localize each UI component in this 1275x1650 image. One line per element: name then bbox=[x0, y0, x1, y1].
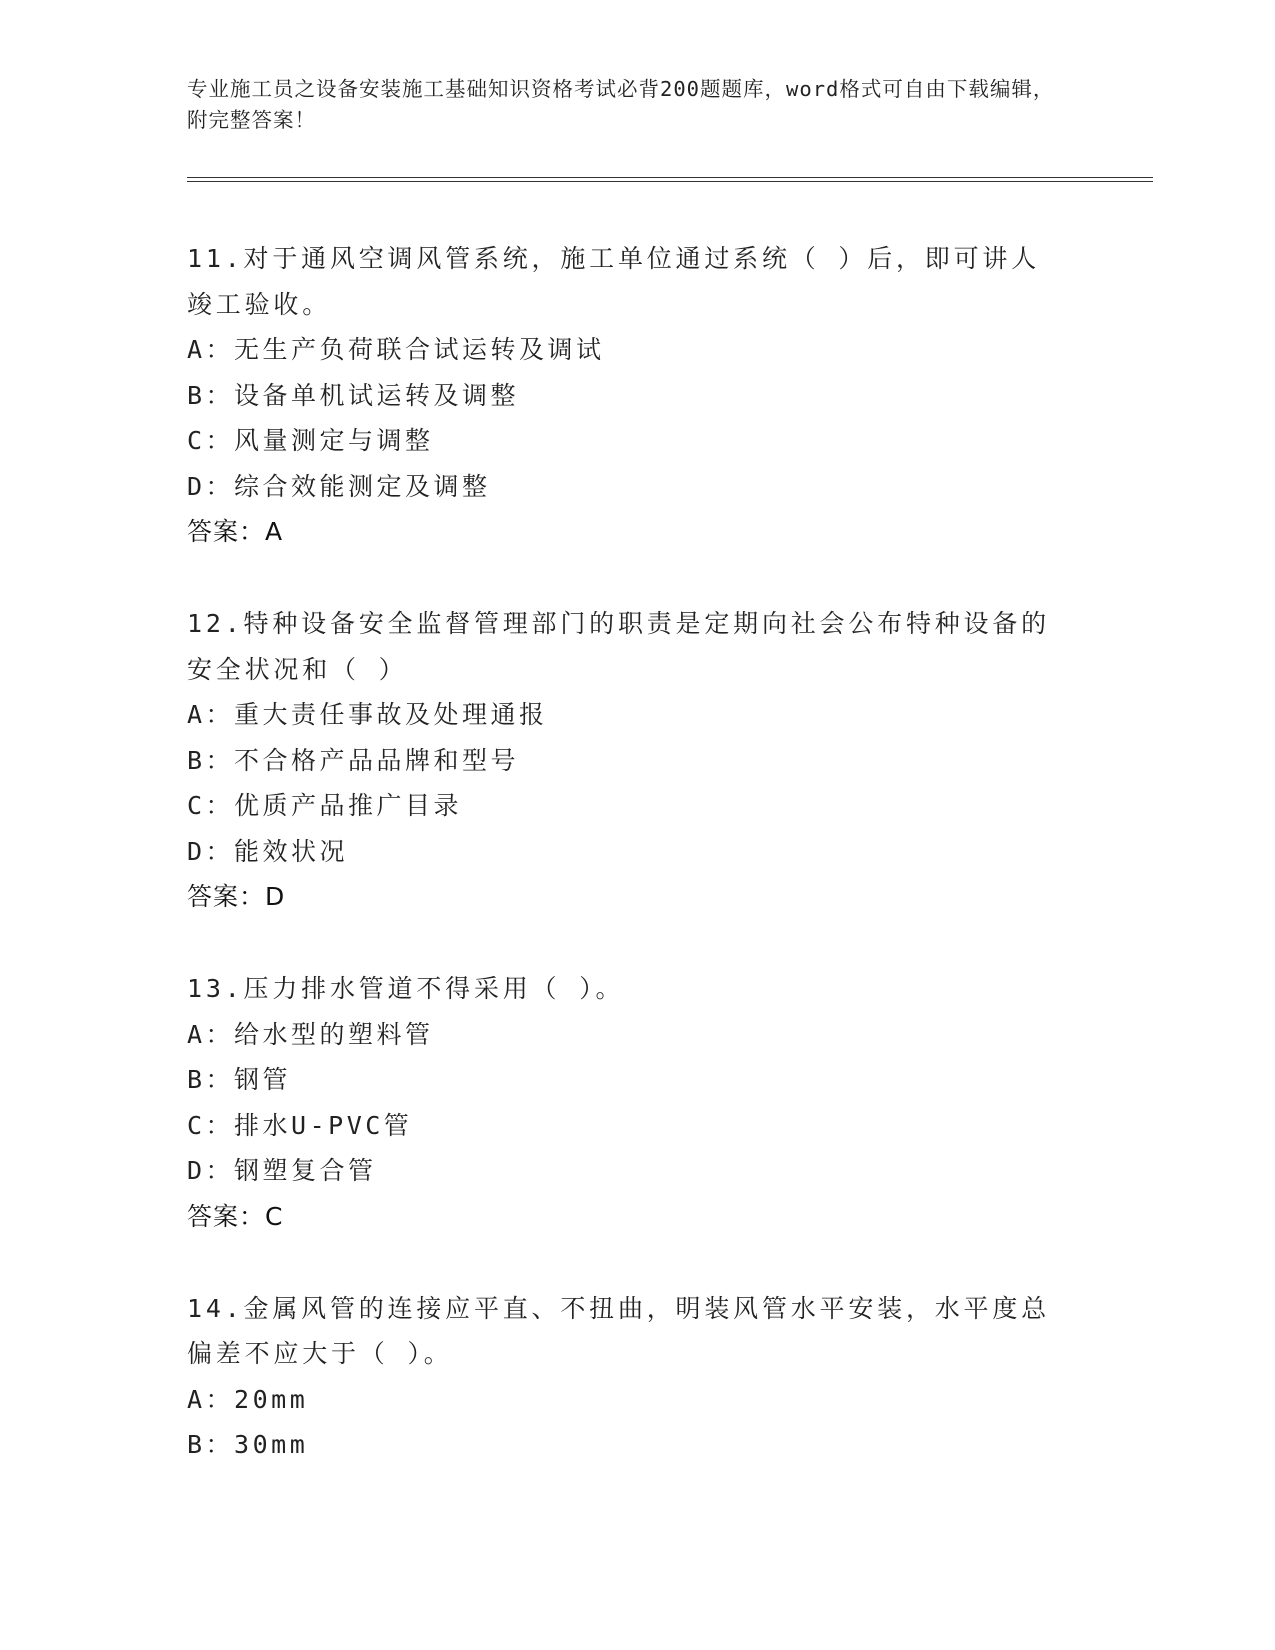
question-text: 14.金属风管的连接应平直、不扭曲，明装风管水平安装，水平度总偏差不应大于（ ）。 bbox=[187, 1293, 1050, 1368]
option-b: B：不合格产品品牌和型号 bbox=[187, 745, 520, 775]
option-c: C：优质产品推广目录 bbox=[187, 791, 463, 820]
option-c: C：风量测定与调整 bbox=[187, 426, 434, 455]
question-text: 11.对于通风空调风管系统，施工单位通过系统（ ）后，即可讲人竣工验收。 bbox=[187, 244, 1041, 319]
question-11 bbox=[187, 236, 1067, 555]
document-header: 专业施工员之设备安装施工基础知识资格考试必背200题题库，word格式可自由下载编辑，附完整答案！ bbox=[187, 77, 1055, 132]
option-b: B：钢管 bbox=[187, 1065, 292, 1094]
answer-label: 答案： bbox=[187, 517, 266, 546]
option-d: D：能效状况 bbox=[187, 836, 349, 866]
answer-value: C bbox=[265, 1201, 284, 1231]
option-d: D：钢塑复合管 bbox=[187, 1156, 377, 1185]
header-double-rule bbox=[187, 177, 1153, 182]
option-b: B：设备单机试运转及调整 bbox=[187, 380, 520, 410]
answer-value: D bbox=[265, 882, 286, 911]
option-c: C：排水U-PVC管 bbox=[187, 1110, 413, 1140]
question-text: 13.压力排水管道不得采用（ ）。 bbox=[187, 974, 625, 1003]
option-a: A：20mm bbox=[187, 1384, 309, 1414]
answer-line bbox=[187, 509, 1067, 555]
option-a: A：给水型的塑料管 bbox=[187, 1019, 434, 1049]
answer-value: A bbox=[265, 517, 284, 546]
question-12 bbox=[187, 601, 1067, 920]
answer-line bbox=[187, 1194, 1067, 1240]
option-b: B：30mm bbox=[187, 1430, 309, 1459]
option-d: D：综合效能测定及调整 bbox=[187, 471, 491, 501]
answer-label: 答案： bbox=[187, 1201, 266, 1231]
question-14 bbox=[187, 1286, 1067, 1468]
answer-label: 答案： bbox=[187, 882, 266, 911]
option-a: A：重大责任事故及处理通报 bbox=[187, 700, 548, 729]
option-a: A：无生产负荷联合试运转及调试 bbox=[187, 335, 605, 364]
question-text: 12.特种设备安全监督管理部门的职责是定期向社会公布特种设备的安全状况和（ ） bbox=[187, 609, 1050, 684]
answer-line bbox=[187, 874, 1067, 920]
question-list bbox=[187, 236, 1067, 1514]
question-13 bbox=[187, 966, 1067, 1240]
